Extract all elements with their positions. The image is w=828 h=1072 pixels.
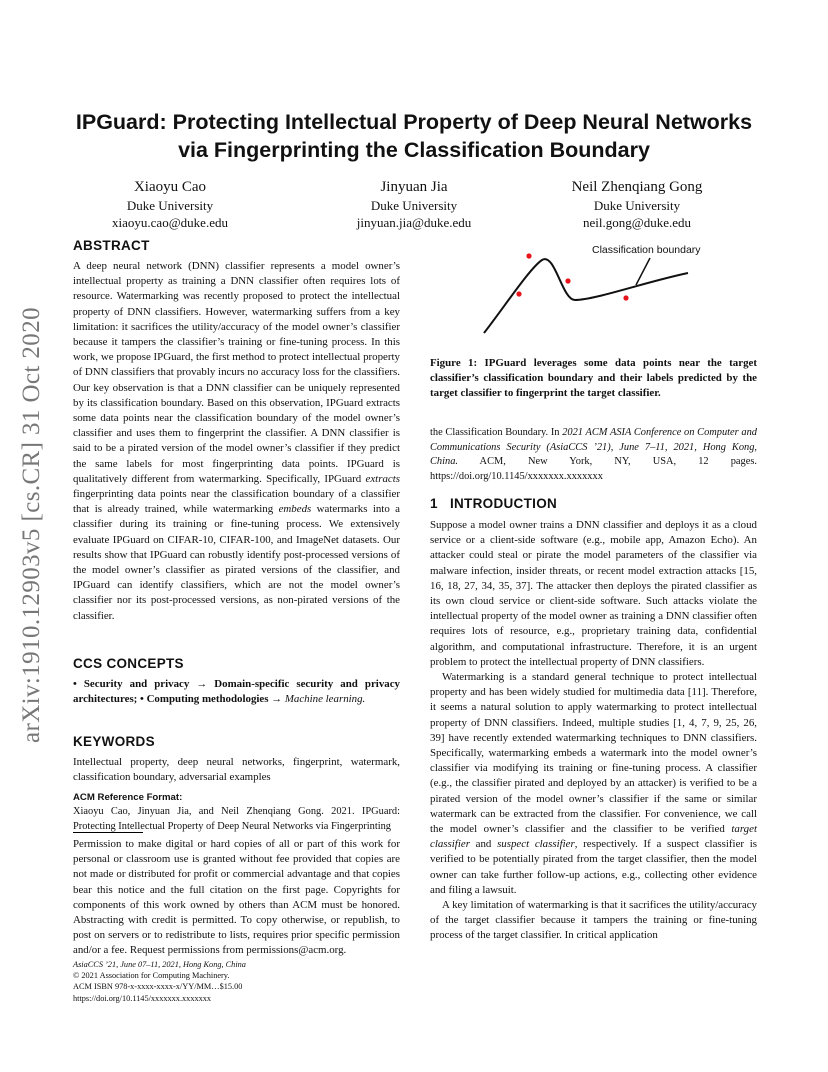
fingerprint-data-point bbox=[526, 253, 531, 258]
author-email: xiaoyu.cao@duke.edu bbox=[112, 215, 228, 230]
author-name: Xiaoyu Cao bbox=[133, 179, 207, 195]
copyright-line: © 2021 Association for Computing Machinery. bbox=[73, 971, 230, 981]
author-2 bbox=[304, 178, 524, 231]
arxiv-id: arXiv:1910.12903v5 [cs.CR] 31 Oct 2020 bbox=[18, 307, 45, 743]
classification-boundary-curve bbox=[484, 259, 688, 333]
author-email: neil.gong@duke.edu bbox=[582, 215, 691, 230]
ccs-heading: CCS CONCEPTS bbox=[73, 656, 184, 671]
isbn-line: ACM ISBN 978-x-xxxx-xxxx-x/YY/MM…$15.00 bbox=[73, 982, 243, 992]
intro-paragraph-1: Suppose a model owner trains a DNN classifier and deploys it as a cloud service or a client-side software (e.g., mobile app, Amazon Echo). An attacker could steal or pirate the model parameters of the classifier via malware infection, insider threats, or recent model extraction attacks [15, 16, 18, 27, 34, 35, 37]. The attacker then deploys the pirated classifier as its own cloud service or client-side software. Such attacks violate the intellectual property of the model owner as training a DNN classifier often requires lots of resource, e.g., proprietary training data, confidential algorithm, and computational infrastructure. Therefore, it is an urgent problem to protect the intellectual property of DNN classifiers. bbox=[430, 519, 757, 668]
fingerprint-data-point bbox=[565, 278, 570, 283]
keywords-text: Intellectual property, deep neural networks, fingerprint, watermark, classification boundary, adversarial examples bbox=[73, 756, 400, 784]
introduction-heading: 1 INTRODUCTION bbox=[430, 496, 558, 511]
author-name: Neil Zhenqiang Gong bbox=[571, 179, 703, 195]
paper-title: IPGuard: Protecting Intellectual Property of Deep Neural Networks via Fingerprinting the Classification Boundary bbox=[75, 110, 753, 162]
permission-text: Permission to make digital or hard copies of all or part of this work for personal or classroom use is granted without fee provided that copies are not made or distributed for profit or commercial advantage and that copies bear this notice and the full citation on the first page. Copyrights for components of this work owned by others than ACM must be honored. Abstracting with credit is permitted. To copy otherwise, or republish, to post on servers or to redistribute to lists, requires prior specific permission and/or a fee. Request permissions from permissions@acm.org. bbox=[73, 838, 400, 957]
fingerprint-data-point bbox=[623, 295, 628, 300]
author-affiliation: Duke University bbox=[593, 198, 681, 213]
figure-label: Classification boundary bbox=[592, 244, 701, 256]
author-affiliation: Duke University bbox=[370, 198, 458, 213]
author-name: Jinyuan Jia bbox=[380, 179, 448, 195]
figure-1-illustration bbox=[430, 238, 757, 348]
author-email: jinyuan.jia@duke.edu bbox=[356, 215, 472, 230]
acm-reference-section bbox=[73, 791, 400, 834]
figure-1-caption: Figure 1: IPGuard leverages some data points near the target classifier’s classification boundary and their labels predicted by the target classifier to fingerprint the target classifier. bbox=[430, 357, 757, 399]
arxiv-watermark bbox=[14, 290, 50, 760]
intro-paragraph-3: A key limitation of watermarking is that it sacrifices the utility/accuracy of the target classifier because it tampers the training or fine-tuning process of the target classifier. In critical application bbox=[430, 899, 757, 942]
acm-reference-heading: ACM Reference Format: bbox=[73, 792, 183, 803]
author-3 bbox=[527, 178, 747, 231]
author-affiliation: Duke University bbox=[126, 198, 214, 213]
acm-reference-text: Xiaoyu Cao, Jinyuan Jia, and Neil Zhenqiang Gong. 2021. IPGuard: Protecting Intellectual Property of Deep Neural Networks via Fingerprinting bbox=[73, 806, 400, 832]
abstract-text: A deep neural network (DNN) classifier represents a model owner’s intellectual property as training a DNN classifier often requires lots of resource. Watermarking was recently proposed to protect the intellectual property of DNN classifiers. However, watermarking suffers from a key limitation: it sacrifices the utility/accuracy of the model owner’s classifier because it tampers the classifier’s training or fine-tuning process. In this work, we propose IPGuard, the first method to protect intellectual property of DNN classifiers that provably incurs no accuracy loss for the classifiers. Our key observation is that a DNN classifier can be uniquely represented by its classification boundary. Based on this observation, IPGuard extracts some data points near the classification boundary of the model owner’s classifier and uses them to fingerprint the classifier. A DNN classifier is said to be a pirated version of the model owner’s classifier if they predict the same labels for most fingerprinting data points. IPGuard is qualitatively different from watermarking. Specifically, IPGuard extracts fingerprinting data points near the classification boundary of a classifier that is already trained, while watermarking embeds watermarks into a classifier during its training or fine-tuning process. We extensively evaluate IPGuard on CIFAR-10, CIFAR-100, and ImageNet datasets. Our results show that IPGuard can robustly identify post-processed versions of the model owner’s classifier as pirated versions of the classifier, and IPGuard can identify classifiers, which are not the model owner’s classifier nor its post-processed versions, as non-pirated versions of the classifier. bbox=[73, 260, 400, 622]
keywords-heading: KEYWORDS bbox=[73, 734, 155, 749]
footnote-rule bbox=[73, 832, 143, 833]
acm-reference-continued: the Classification Boundary. In 2021 ACM ASIA Conference on Computer and Communications Security (AsiaCCS ’21), June 7–11, 2021, Hong Kong, China. ACM, New York, NY, USA, 12 pages. https://doi.org/10.1145/xxxxxxx.xxxxxxx bbox=[430, 427, 757, 482]
conference-line: AsiaCCS ’21, June 07–11, 2021, Hong Kong, China bbox=[73, 959, 246, 969]
introduction-section bbox=[430, 496, 757, 944]
permission-block bbox=[73, 832, 400, 1004]
abstract-heading: ABSTRACT bbox=[73, 238, 150, 253]
fingerprint-data-point bbox=[516, 291, 521, 296]
abstract-section bbox=[73, 238, 400, 624]
intro-paragraph-2: Watermarking is a standard general technique to protect intellectual property and has been widely studied for multimedia data [11]. Therefore, it seems a natural solution to apply watermarking to protect intellectual property of DNN classifiers. Indeed, multiple studies [1, 4, 7, 9, 25, 26, 39] have recently extended watermarking techniques to DNN classifiers. Specifically, watermarking embeds a watermark into the model owner’s classifier via modifying its training or fine-tuning process. A classifier (e.g., the classifier pirated and deployed by an attacker) is verified to be a pirated version of the model owner’s classifier if the same or similar watermark can be extracted from the classifier. For convenience, we call the model owner’s classifier and the classifier to be verified target classifier and suspect classifier, respectively. If a suspect classifier is verified to be potentially pirated from the target classifier, then the model owner can take further follow-up actions, e.g., collecting other evidence and filing a lawsuit. bbox=[430, 671, 757, 896]
ccs-text: • Security and privacy → Domain-specific security and privacy architectures; • Computing methodologies → Machine learning. bbox=[73, 678, 400, 706]
label-pointer-line bbox=[636, 258, 650, 285]
doi-line: https://doi.org/10.1145/xxxxxxx.xxxxxxx bbox=[73, 993, 212, 1003]
author-1 bbox=[60, 178, 280, 231]
ccs-section bbox=[73, 656, 400, 707]
keywords-section bbox=[73, 734, 400, 785]
